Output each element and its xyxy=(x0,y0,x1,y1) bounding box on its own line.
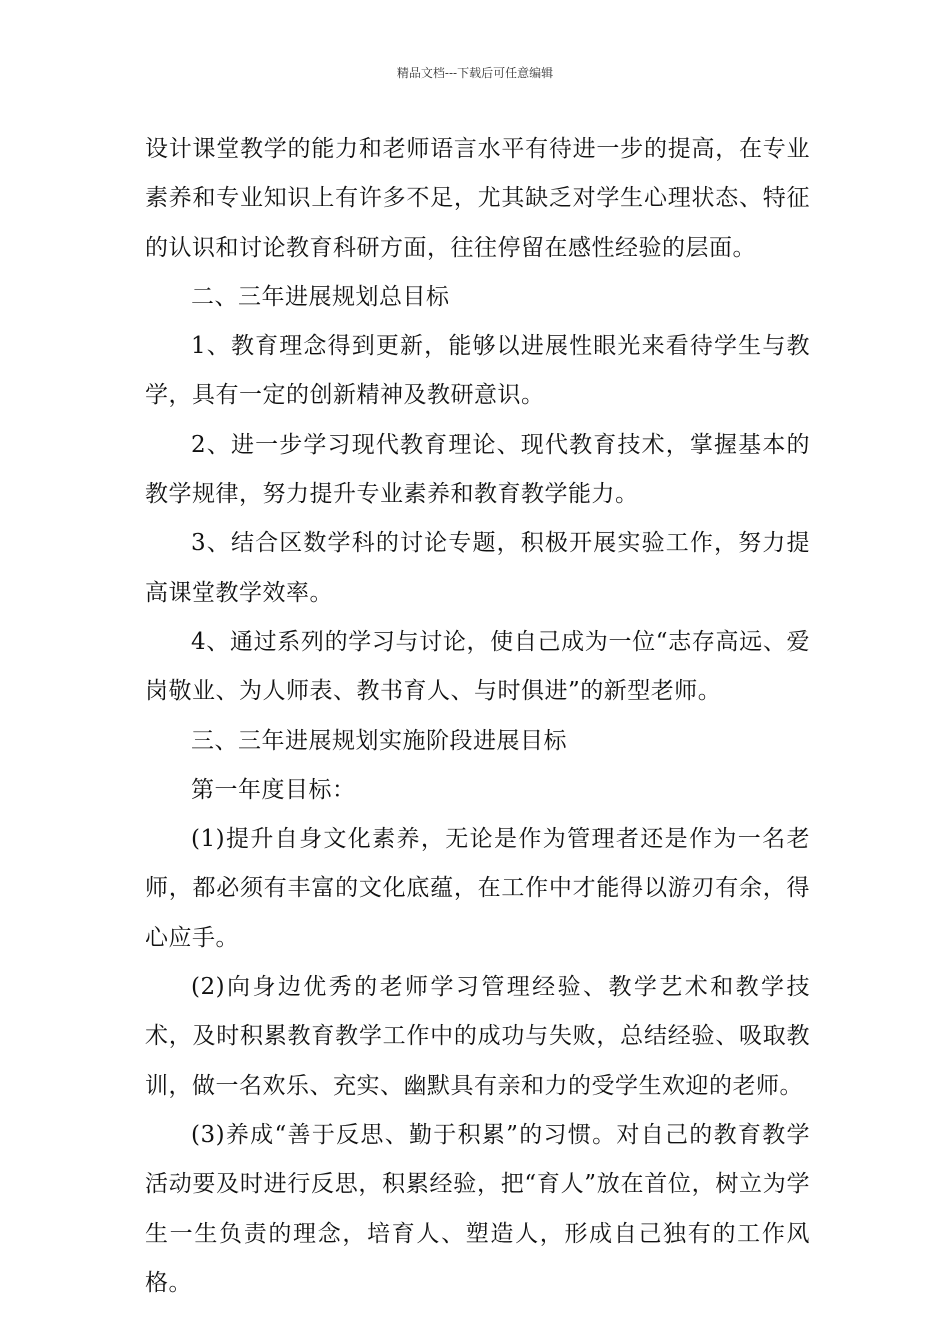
subheading-year-one: 第一年度目标： xyxy=(191,776,356,803)
goal-item-4: 4、通过系列的学习与讨论，使自己成为一位“志存高远、爱岗敬业、为人师表、教书育人、与时俱进”的新型老师。 xyxy=(145,628,810,705)
paragraph-intro-continuation: 设计课堂教学的能力和老师语言水平有待进一步的提高，在专业素养和专业知识上有许多不足，尤其缺乏对学生心理状态、特征的认识和讨论教育科研方面，往往停留在感性经验的层面。 xyxy=(145,136,810,261)
document-body xyxy=(145,125,810,1308)
section-heading-phase-goals: 三、三年进展规划实施阶段进展目标 xyxy=(191,727,567,754)
year-one-item-1: (1)提升自身文化素养，无论是作为管理者还是作为一名老师，都必须有丰富的文化底蕴，在工作中才能得以游刃有余，得心应手。 xyxy=(145,826,810,951)
goal-item-2: 2、进一步学习现代教育理论、现代教育技术，掌握基本的教学规律，努力提升专业素养和教育教学能力。 xyxy=(145,431,810,508)
page-header: 精品文档---下载后可任意编辑 xyxy=(396,66,554,80)
goal-item-1: 1、教育理念得到更新，能够以进展性眼光来看待学生与教学，具有一定的创新精神及教研意识。 xyxy=(145,333,810,409)
goal-item-3: 3、结合区数学科的讨论专题，积极开展实验工作，努力提高课堂教学效率。 xyxy=(145,530,810,606)
section-heading-overall-goals: 二、三年进展规划总目标 xyxy=(191,283,450,310)
year-one-item-3: (3)养成“善于反思、勤于积累”的习惯。对自己的教育教学活动要及时进行反思，积累经验，把“育人”放在首位，树立为学生一生负责的理念，培育人、塑造人，形成自己独有的工作风格。 xyxy=(145,1121,810,1296)
year-one-item-2: (2)向身边优秀的老师学习管理经验、教学艺术和教学技术，及时积累教育教学工作中的成功与失败，总结经验、吸取教训，做一名欢乐、充实、幽默具有亲和力的受学生欢迎的老师。 xyxy=(145,974,810,1099)
